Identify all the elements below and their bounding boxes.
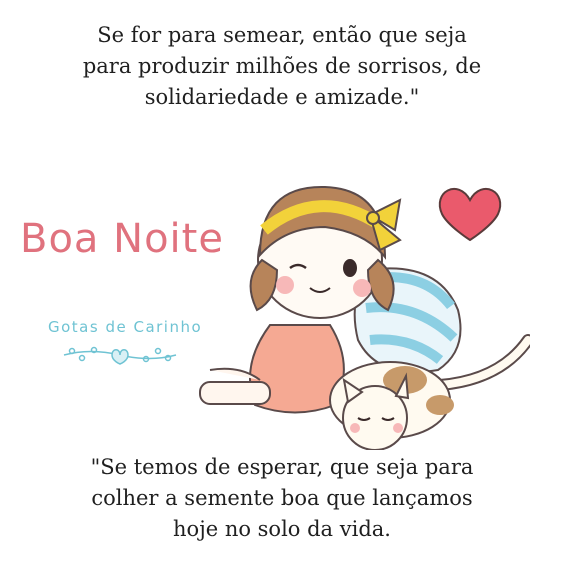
heart-icon [440, 189, 500, 240]
brand-signature: Gotas de Carinho [48, 318, 203, 336]
top-quote [0, 20, 564, 113]
cat-icon [330, 362, 454, 450]
bottom-quote-line-1: "Se temos de esperar, que seja para [90, 455, 474, 479]
bottom-quote-line-2: colher a semente boa que lançamos [91, 486, 473, 510]
bottom-quote [0, 452, 564, 545]
girl-with-cat-illustration [190, 160, 530, 450]
top-quote-line-3: solidariedade e amizade." [144, 85, 420, 109]
top-quote-line-2: para produzir milhões de sorrisos, de [82, 54, 482, 78]
top-quote-line-1: Se for para semear, então que seja [97, 23, 467, 47]
bottom-quote-line-3: hoje no solo da vida. [173, 517, 391, 541]
greeting-title: Boa Noite [20, 216, 224, 262]
floral-ornament-icon [60, 344, 180, 366]
